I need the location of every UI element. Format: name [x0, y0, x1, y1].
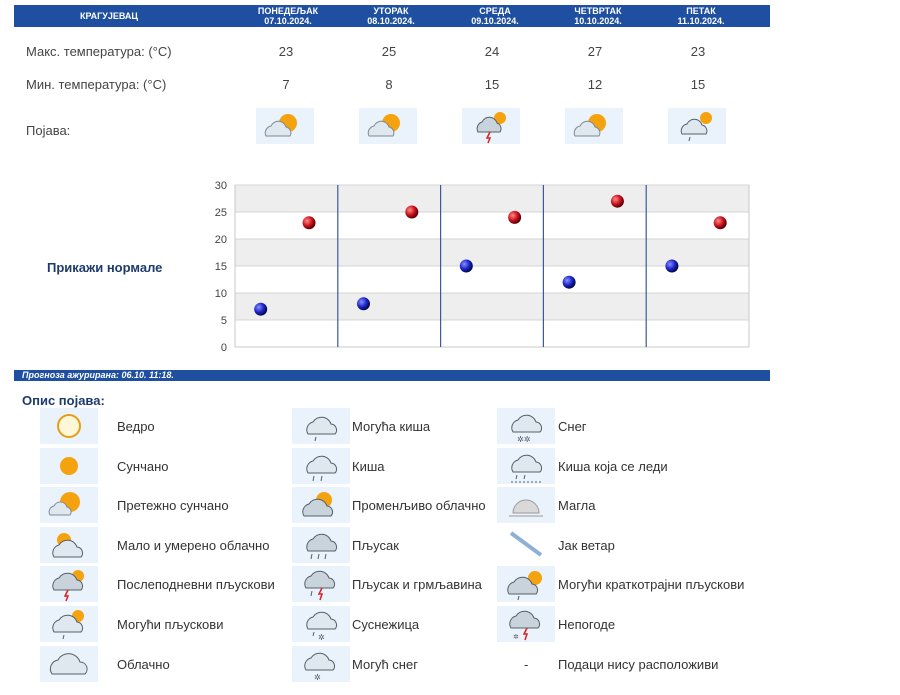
- y-tick-label: 15: [214, 261, 227, 273]
- rain-icon: [292, 448, 350, 484]
- min-temp-value: 7: [282, 77, 290, 92]
- forecast-header: [14, 5, 770, 27]
- day-date: 08.10.2024.: [367, 16, 415, 26]
- no-data-icon: -: [524, 657, 529, 672]
- day-header: [558, 5, 638, 27]
- day-header: [661, 5, 741, 27]
- temperature-chart: [205, 175, 755, 362]
- y-tick-label: 25: [214, 207, 227, 219]
- legend-label: Променљиво облачно: [352, 498, 486, 513]
- show-normals-link[interactable]: Прикажи нормале: [47, 260, 163, 275]
- legend-label: Могући пљускови: [117, 617, 224, 632]
- max-temp-label: Макс. температура: (°C): [26, 44, 172, 59]
- y-tick-label: 0: [220, 342, 227, 354]
- sleet-icon: [292, 606, 350, 642]
- legend-label: Ведро: [117, 419, 155, 434]
- y-tick-label: 5: [220, 315, 227, 327]
- max-temp-point: [714, 216, 727, 229]
- city-name: КРАГУЈЕВАЦ: [79, 11, 139, 21]
- min-temp-value: 15: [484, 77, 500, 92]
- legend-label: Претежно сунчано: [117, 498, 229, 513]
- mostly-sunny-icon: [40, 487, 98, 523]
- partly-sunny-icon: [256, 108, 314, 149]
- min-temp-point: [254, 303, 267, 316]
- possible-showers-icon: [668, 108, 726, 149]
- freezing-rain-icon: [497, 448, 555, 484]
- day-name: УТОРАК: [373, 6, 409, 16]
- chart-band: [235, 293, 749, 320]
- legend-label: Мало и умерено облачно: [117, 538, 270, 553]
- legend-label: Послеподневни пљускови: [117, 577, 275, 592]
- storm-icon: [497, 606, 555, 642]
- max-temp-value: 25: [381, 44, 397, 59]
- legend-label: Киша која се леди: [558, 459, 668, 474]
- min-temp-point: [357, 297, 370, 310]
- legend-label: Облачно: [117, 657, 170, 672]
- legend-label: Суснежица: [352, 617, 420, 632]
- svg-text:✲: ✲: [513, 634, 519, 641]
- day-date: 07.10.2024.: [264, 16, 312, 26]
- legend-label: Магла: [558, 498, 596, 513]
- svg-text:✲: ✲: [318, 633, 325, 642]
- day-header: [248, 5, 328, 27]
- day-name: СРЕДА: [479, 6, 511, 16]
- y-tick-label: 10: [214, 288, 227, 300]
- shower-icon: [292, 527, 350, 563]
- max-temp-value: 23: [690, 44, 706, 59]
- min-temp-value: 15: [690, 77, 706, 92]
- phenomenon-label: Појава:: [26, 123, 71, 138]
- shower-thunder-icon: [292, 566, 350, 602]
- y-tick-label: 20: [214, 234, 227, 246]
- sun-clear-icon: [40, 408, 98, 444]
- thunderstorm-shower-icon: [462, 108, 520, 149]
- day-name: ПЕТАК: [686, 6, 716, 16]
- min-temp-point: [460, 260, 473, 273]
- max-temp-value: 23: [278, 44, 294, 59]
- afternoon-showers-icon: [40, 566, 98, 602]
- legend-label: Могућ снег: [352, 657, 418, 672]
- snow-icon: [497, 408, 555, 444]
- chart-band: [235, 320, 749, 347]
- partly-cloudy-icon: [40, 527, 98, 563]
- day-name: ЧЕТВРТАК: [574, 6, 622, 16]
- min-temp-point: [665, 260, 678, 273]
- svg-text:✲✲: ✲✲: [517, 435, 531, 444]
- day-name: ПОНЕДЕЉАК: [257, 6, 319, 16]
- min-temp-value: 12: [587, 77, 603, 92]
- legend-label: Непогоде: [558, 617, 616, 632]
- day-date: 11.10.2024.: [677, 16, 725, 26]
- min-temp-value: 8: [385, 77, 393, 92]
- partly-sunny-icon: [565, 108, 623, 149]
- partly-sunny-icon: [359, 108, 417, 149]
- max-temp-point: [303, 216, 316, 229]
- max-temp-value: 24: [484, 44, 500, 59]
- possible-rain-icon: [292, 408, 350, 444]
- day-header: [455, 5, 535, 27]
- min-temp-label: Мин. температура: (°C): [26, 77, 167, 92]
- legend-label: Киша: [352, 459, 385, 474]
- legend-label: Могући краткотрајни пљускови: [558, 577, 745, 592]
- day-header: [351, 5, 431, 27]
- max-temp-value: 27: [587, 44, 603, 59]
- brief-showers-icon: [497, 566, 555, 602]
- chart-band: [235, 185, 749, 212]
- legend-label: Пљусак и грмљавина: [352, 577, 482, 592]
- strong-wind-icon: [497, 527, 555, 563]
- day-date: 10.10.2024.: [574, 16, 622, 26]
- legend-label: Јак ветар: [558, 538, 615, 553]
- legend-label: Подаци нису расположиви: [558, 657, 719, 672]
- max-temp-point: [405, 206, 418, 219]
- legend-label: Могућа киша: [352, 419, 431, 434]
- max-temp-point: [611, 195, 624, 208]
- day-date: 09.10.2024.: [471, 16, 519, 26]
- legend-label: Сунчано: [117, 459, 169, 474]
- possible-snow-icon: [292, 646, 350, 682]
- min-temp-point: [563, 276, 576, 289]
- possible-showers-icon: [40, 606, 98, 642]
- sunny-icon: [40, 448, 98, 484]
- forecast-updated: Прогноза ажурирана: 06.10. 11:18.: [14, 370, 770, 381]
- variable-cloudy-icon: [292, 487, 350, 523]
- cloudy-icon: [40, 646, 98, 682]
- legend-title: Опис појава:: [22, 393, 105, 408]
- svg-text:✲: ✲: [314, 673, 321, 682]
- max-temp-point: [508, 211, 521, 224]
- y-tick-label: 30: [214, 180, 227, 192]
- legend-label: Пљусак: [352, 538, 399, 553]
- legend-label: Снег: [558, 419, 587, 434]
- fog-icon: [497, 487, 555, 523]
